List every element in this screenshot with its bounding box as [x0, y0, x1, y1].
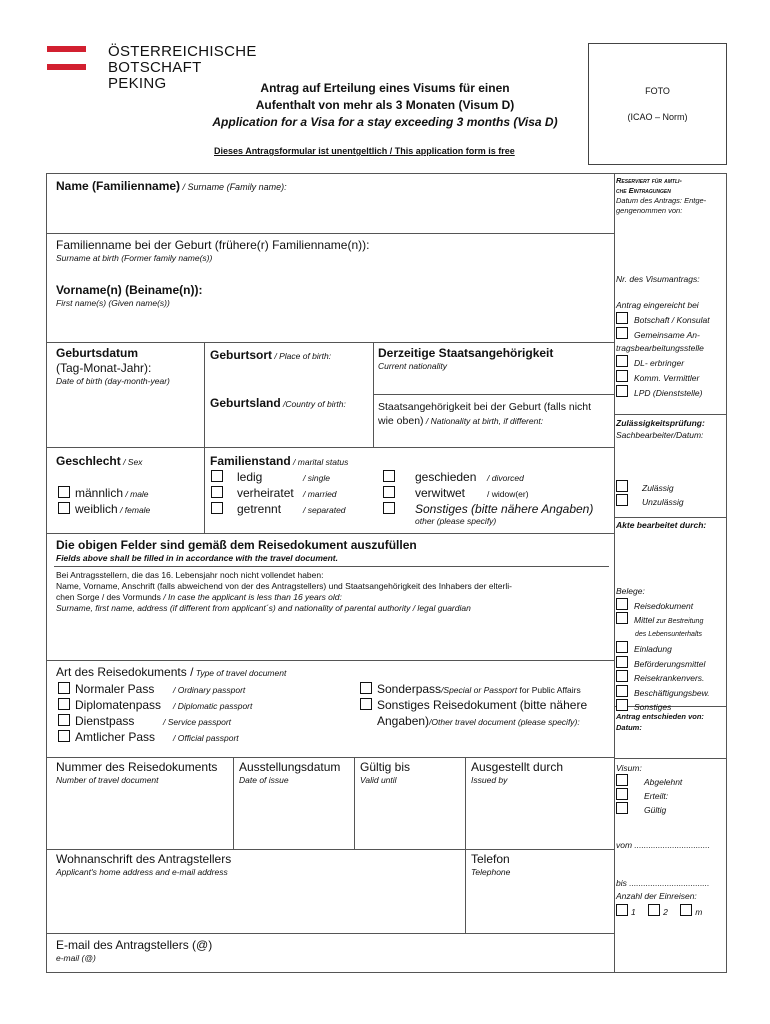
- doc-employment[interactable]: [616, 685, 728, 700]
- grid-h-natbirth: [373, 394, 614, 395]
- cob-label-en: /Country of birth:: [280, 399, 346, 409]
- grid-h1: [46, 233, 614, 234]
- doc-employment-label: Beschäftigungsbew.: [634, 687, 710, 698]
- doc-type-label: Art des Reisedokuments /: [56, 665, 194, 679]
- doc-invitation-label: Einladung: [634, 644, 672, 654]
- male-label: männlich: [75, 486, 124, 500]
- other-marital-label-en: other (please specify): [415, 516, 497, 526]
- official-label: Amtlicher Pass: [75, 730, 156, 744]
- visa-label: Visum:: [616, 763, 642, 773]
- admissible-checkbox[interactable]: [616, 480, 628, 492]
- date-line-1: Datum des Antrags: Entge-: [616, 196, 707, 205]
- decided-block: [616, 711, 704, 733]
- marital-separated-option[interactable]: [211, 500, 346, 518]
- separated-label-en: / separated: [303, 505, 346, 515]
- sub-lpd[interactable]: [616, 385, 728, 400]
- logo-bar-middle: [47, 55, 86, 61]
- doc-insurance-checkbox[interactable]: [616, 670, 628, 682]
- doc-employment-checkbox[interactable]: [616, 685, 628, 697]
- doc-means-suffix: zur Bestreitung: [654, 618, 704, 625]
- dob-label: Geburtsdatum: [56, 346, 139, 360]
- doc-transport[interactable]: [616, 656, 728, 671]
- diplomatic-label: Diplomatenpass: [75, 698, 162, 712]
- doc-number-field[interactable]: [56, 760, 217, 786]
- valid-until-label: Gültig bis: [360, 760, 411, 774]
- female-label-en: / female: [117, 505, 151, 515]
- valid-until-label-en: Valid until: [360, 775, 397, 785]
- birthname-label: Familienname bei der Geburt (frühere(r) Familienname(n)):: [56, 238, 370, 252]
- admissible-options: [616, 480, 684, 508]
- married-checkbox[interactable]: [211, 486, 223, 498]
- side-h4: [614, 758, 726, 759]
- minor-applicant-block[interactable]: [56, 570, 512, 614]
- lpd-label: LPD (Dienststelle): [634, 388, 703, 398]
- doc-number-label: Nummer des Reisedokuments: [56, 760, 218, 774]
- cob-label: Geburtsland: [210, 396, 281, 410]
- nationality-label-en: Current nationality: [378, 361, 447, 371]
- sex-label-en: / Sex: [120, 457, 143, 467]
- title-en: Application for a Visa for a stay exceeding 3 months (Visa D): [212, 115, 558, 129]
- entries-m-label: m: [695, 907, 703, 917]
- phone-label: Telefon: [471, 852, 510, 866]
- entries-label: Anzahl der Einreisen:: [616, 891, 697, 901]
- other-marital-label: Sonstiges (bitte nähere Angaben): [415, 502, 594, 516]
- doc-means[interactable]: [616, 612, 728, 629]
- other-doc-cont: [377, 712, 580, 730]
- dob-label-en: Date of birth (day-month-year): [56, 376, 170, 386]
- title-de-line-1: Antrag auf Erteilung eines Visums für einen: [260, 81, 510, 95]
- firstname-label-en: First name(s) (Given name(s)): [56, 298, 170, 308]
- reserved-line-2: che Eintragungen: [616, 186, 671, 195]
- pob-field[interactable]: [210, 346, 331, 364]
- visa-valid[interactable]: [616, 802, 682, 816]
- logo-bar-bottom: [47, 64, 86, 70]
- entries-1-label: 1: [631, 907, 636, 917]
- service-label: Dienstpass: [75, 714, 135, 728]
- other-doc-label-2: Angaben): [377, 714, 430, 728]
- diplomatic-label-en: / Diplomatic passport: [173, 701, 253, 711]
- doc-travel-label: Reisedokument: [634, 600, 694, 611]
- female-label: weiblich: [75, 502, 118, 516]
- married-label: verheiratet: [237, 486, 294, 500]
- other-doc-label-en: /Other travel document (please specify):: [429, 717, 580, 727]
- doc-other-label: Sonstiges: [634, 702, 672, 712]
- ordinary-label-en: / Ordinary passport: [173, 685, 246, 695]
- single-label: ledig: [237, 470, 263, 484]
- grid-h2: [46, 342, 614, 343]
- common-label: Gemeinsame An-: [634, 330, 700, 340]
- decided-by-label: Antrag entschieden von:: [616, 712, 704, 721]
- special-label-en-2: for Public Affairs: [517, 685, 581, 695]
- photo-norm: (ICAO – Norm): [627, 112, 688, 122]
- title-de-line-2: Aufenthalt von mehr als 3 Monaten (Visum D): [255, 98, 515, 112]
- side-h1: [614, 414, 726, 415]
- diplomatic-checkbox[interactable]: [58, 698, 70, 710]
- single-checkbox[interactable]: [211, 470, 223, 482]
- address-label-en: Applicant's home address and e-mail address: [56, 867, 228, 877]
- marital-label-en: / marital status: [290, 457, 349, 467]
- nationality-birth-field[interactable]: [378, 400, 591, 428]
- birthname-label-en: Surname at birth (Former family name(s)): [56, 253, 213, 263]
- email-label-en: e-mail (@): [56, 953, 96, 963]
- address-field[interactable]: [56, 852, 231, 878]
- doc-means-checkbox[interactable]: [616, 612, 628, 624]
- pob-label: Geburtsort: [210, 348, 273, 362]
- grid-h4: [46, 533, 614, 534]
- sub-common[interactable]: [616, 327, 728, 342]
- widowed-label: verwitwet: [415, 486, 466, 500]
- special-label-en: /Special or Passport: [441, 685, 518, 695]
- submitted-block: [616, 299, 728, 400]
- doc-insurance-label: Reisekrankenvers.: [634, 673, 705, 683]
- entries-options: [616, 904, 702, 917]
- official-checkbox[interactable]: [58, 730, 70, 742]
- grid-h3: [46, 447, 614, 448]
- grid-middle: [614, 173, 615, 973]
- submitted-label: Antrag eingereicht bei: [616, 300, 699, 310]
- valid-to[interactable]: bis ..................................: [616, 878, 710, 888]
- visa-nr-label: Nr. des Visumantrags:: [616, 274, 700, 284]
- special-checkbox[interactable]: [360, 682, 372, 694]
- issue-date-label: Ausstellungsdatum: [239, 760, 341, 774]
- female-checkbox[interactable]: [58, 502, 70, 514]
- entries-m[interactable]: [680, 907, 702, 917]
- grid-v-issue: [233, 757, 234, 849]
- ordinary-label: Normaler Pass: [75, 682, 155, 696]
- divorced-checkbox[interactable]: [383, 470, 395, 482]
- separated-label: getrennt: [237, 502, 282, 516]
- decided-date-label: Datum:: [616, 723, 642, 732]
- birthname-field[interactable]: [56, 238, 369, 264]
- minor-line-3b: / In case the applicant is less than 16 years old:: [163, 592, 342, 602]
- grid-v-dob: [204, 342, 205, 533]
- reserved-line-1: Reserviert für amtli-: [616, 176, 682, 185]
- intermediary-label: Komm. Vermittler: [634, 373, 700, 383]
- granted-label: Erteilt:: [644, 791, 669, 801]
- doc-means-cont: des Lebensunterhalts: [635, 630, 702, 638]
- issued-by-field[interactable]: [471, 760, 563, 786]
- sex-label: Geschlecht: [56, 454, 121, 468]
- service-label-en: / Service passport: [163, 717, 232, 727]
- common-label-cont: tragsbearbeitungsstelle: [616, 343, 704, 353]
- rejected-checkbox[interactable]: [616, 774, 628, 786]
- rejected-label: Abgelehnt: [644, 777, 683, 787]
- sidebar-reserved: [616, 176, 726, 216]
- widowed-checkbox[interactable]: [383, 486, 395, 498]
- separated-checkbox[interactable]: [211, 502, 223, 514]
- admissible-option[interactable]: [616, 480, 684, 494]
- minor-line-2: Name, Vorname, Anschrift (falls abweichend von der des Antragstellers) und Staatsangehörigkeit des Inhabers der elterli-: [56, 581, 512, 591]
- doc-type-label-en: Type of travel document: [193, 668, 287, 678]
- doc-travel[interactable]: [616, 598, 728, 613]
- grid-h8: [46, 933, 614, 934]
- other-marital-checkbox[interactable]: [383, 502, 395, 514]
- provider-checkbox[interactable]: [616, 355, 628, 367]
- single-label-en: / single: [303, 473, 330, 483]
- sex-heading: [56, 452, 142, 470]
- processed-by-label: Akte bearbeitet durch:: [616, 520, 707, 530]
- address-label: Wohnanschrift des Antragstellers: [56, 852, 232, 866]
- dob-format: (Tag-Monat-Jahr):: [56, 361, 152, 375]
- firstname-field[interactable]: [56, 283, 202, 309]
- lpd-checkbox[interactable]: [616, 385, 628, 397]
- entries-m-checkbox[interactable]: [680, 904, 692, 916]
- sub-intermediary[interactable]: [616, 370, 728, 385]
- valid-label: Gültig: [644, 805, 667, 815]
- grid-v-valid: [354, 757, 355, 849]
- issued-by-label-en: Issued by: [471, 775, 508, 785]
- admissibility-label: Zulässigkeitsprüfung:: [616, 418, 705, 428]
- photo-label: FOTO: [645, 86, 670, 96]
- entries-1[interactable]: [616, 907, 636, 917]
- pob-label-en: / Place of birth:: [272, 351, 332, 361]
- official-label-en: / Official passport: [173, 733, 239, 743]
- divorced-label-en: / divorced: [487, 473, 524, 483]
- nationality-birth-label-2: wie oben): [378, 415, 424, 427]
- entries-2[interactable]: [648, 907, 668, 917]
- nationality-field[interactable]: [378, 346, 553, 372]
- inadmissible-checkbox[interactable]: [616, 494, 628, 506]
- doc-invitation-checkbox[interactable]: [616, 641, 628, 653]
- valid-until-field[interactable]: [360, 760, 410, 786]
- grid-left: [46, 173, 47, 973]
- granted-checkbox[interactable]: [616, 788, 628, 800]
- firstname-label: Vorname(n) (Beiname(n)):: [56, 283, 203, 297]
- doc-type-heading: [56, 663, 286, 681]
- org-line-3: PEKING: [108, 75, 167, 92]
- admissibility-clerk: Sachbearbeiter/Datum:: [616, 430, 704, 440]
- provider-label: DL- erbringer: [634, 358, 685, 368]
- documents-block: [616, 585, 728, 714]
- visa-decision-block: [616, 762, 682, 816]
- grid-bottom: [46, 972, 727, 973]
- travel-doc-heading: Die obigen Felder sind gemäß dem Reisedokument auszufüllen: [56, 538, 417, 552]
- grid-right: [726, 173, 727, 973]
- visa-granted[interactable]: [616, 788, 682, 802]
- doc-transport-checkbox[interactable]: [616, 656, 628, 668]
- male-checkbox[interactable]: [58, 486, 70, 498]
- surname-label-en: / Surname (Family name):: [180, 182, 287, 192]
- marital-label: Familienstand: [210, 454, 291, 468]
- phone-label-en: Telephone: [471, 867, 511, 877]
- minor-line-1: Bei Antragsstellern, die das 16. Lebensjahr noch nicht vollendet haben:: [56, 570, 324, 580]
- cob-field[interactable]: [210, 394, 346, 412]
- travel-doc-notice: [56, 538, 417, 564]
- form-title: [170, 80, 600, 131]
- admissible-label: Zulässig: [642, 483, 674, 493]
- grid-h7: [46, 849, 614, 850]
- nationality-birth-label-en: / Nationality at birth, if different:: [423, 416, 544, 426]
- sub-provider[interactable]: [616, 355, 728, 370]
- org-line-1: ÖSTERREICHISCHE: [108, 43, 257, 60]
- documents-label: Belege:: [616, 586, 645, 596]
- common-checkbox[interactable]: [616, 327, 628, 339]
- ordinary-checkbox[interactable]: [58, 682, 70, 694]
- other-doc-label: Sonstiges Reisedokument (bitte nähere: [377, 698, 588, 712]
- sex-female-option[interactable]: [58, 500, 150, 518]
- entries-1-checkbox[interactable]: [616, 904, 628, 916]
- grid-top: [46, 173, 727, 174]
- phone-field[interactable]: [471, 852, 510, 878]
- email-label: E-mail des Antragstellers (@): [56, 938, 213, 952]
- issue-date-label-en: Date of issue: [239, 775, 289, 785]
- free-notice-text: Dieses Antragsformular ist unentgeltlich / This application form is free: [214, 146, 515, 156]
- divorced-label: geschieden: [415, 470, 477, 484]
- grid-h5: [46, 660, 614, 661]
- special-label: Sonderpass: [377, 682, 442, 696]
- married-label-en: / married: [303, 489, 337, 499]
- org-line-2: BOTSCHAFT: [108, 59, 202, 76]
- surname-field[interactable]: [56, 177, 287, 195]
- valid-from[interactable]: vom ................................: [616, 840, 710, 850]
- minor-line-3a: chen Sorge / des Vormunds: [56, 592, 161, 602]
- issued-by-label: Ausgestellt durch: [471, 760, 564, 774]
- free-notice: [214, 146, 515, 156]
- doc-invitation[interactable]: [616, 641, 728, 656]
- photo-box[interactable]: [588, 43, 727, 165]
- embassy-checkbox[interactable]: [616, 312, 628, 324]
- doc-other-checkbox[interactable]: [616, 699, 628, 711]
- doc-official-option[interactable]: [58, 728, 239, 746]
- date-line-2: gengenommen von:: [616, 206, 683, 215]
- doc-travel-checkbox[interactable]: [616, 598, 628, 610]
- inadmissible-option[interactable]: [616, 494, 684, 508]
- grid-h6: [46, 757, 614, 758]
- inadmissible-label: Unzulässig: [642, 497, 684, 507]
- doc-number-label-en: Number of travel document: [56, 775, 159, 785]
- side-h2: [614, 517, 726, 518]
- nationality-label: Derzeitige Staatsangehörigkeit: [378, 346, 554, 360]
- valid-checkbox[interactable]: [616, 802, 628, 814]
- service-checkbox[interactable]: [58, 714, 70, 726]
- doc-means-label: Mittel: [634, 615, 655, 625]
- sub-embassy[interactable]: [616, 312, 728, 327]
- logo-bar-top: [47, 46, 86, 52]
- entries-2-label: 2: [663, 907, 668, 917]
- email-field[interactable]: [56, 938, 212, 964]
- widowed-label-en: / widow(er): [487, 489, 529, 499]
- other-doc-checkbox[interactable]: [360, 698, 372, 710]
- doc-insurance[interactable]: [616, 670, 728, 685]
- visa-rejected[interactable]: [616, 774, 682, 788]
- nationality-birth-label: Staatsangehörigkeit bei der Geburt (falls nicht: [378, 401, 592, 413]
- admissibility-block: [616, 417, 705, 441]
- dob-field[interactable]: [56, 346, 170, 387]
- doc-transport-label: Beförderungsmittel: [634, 658, 706, 669]
- issue-date-field[interactable]: [239, 760, 340, 786]
- minor-line-4: Surname, first name, address (if different from applicant´s) and nationality of parental authority / legal guardian: [56, 603, 471, 613]
- surname-label: Name (Familienname): [56, 179, 181, 193]
- embassy-label: Botschaft / Konsulat: [634, 315, 710, 325]
- entries-2-checkbox[interactable]: [648, 904, 660, 916]
- notice-divider: [54, 566, 609, 567]
- grid-v-issuedby: [465, 757, 466, 933]
- travel-doc-heading-en: Fields above shall be filled in in accordance with the travel document.: [56, 553, 338, 563]
- male-label-en: / male: [123, 489, 149, 499]
- intermediary-checkbox[interactable]: [616, 370, 628, 382]
